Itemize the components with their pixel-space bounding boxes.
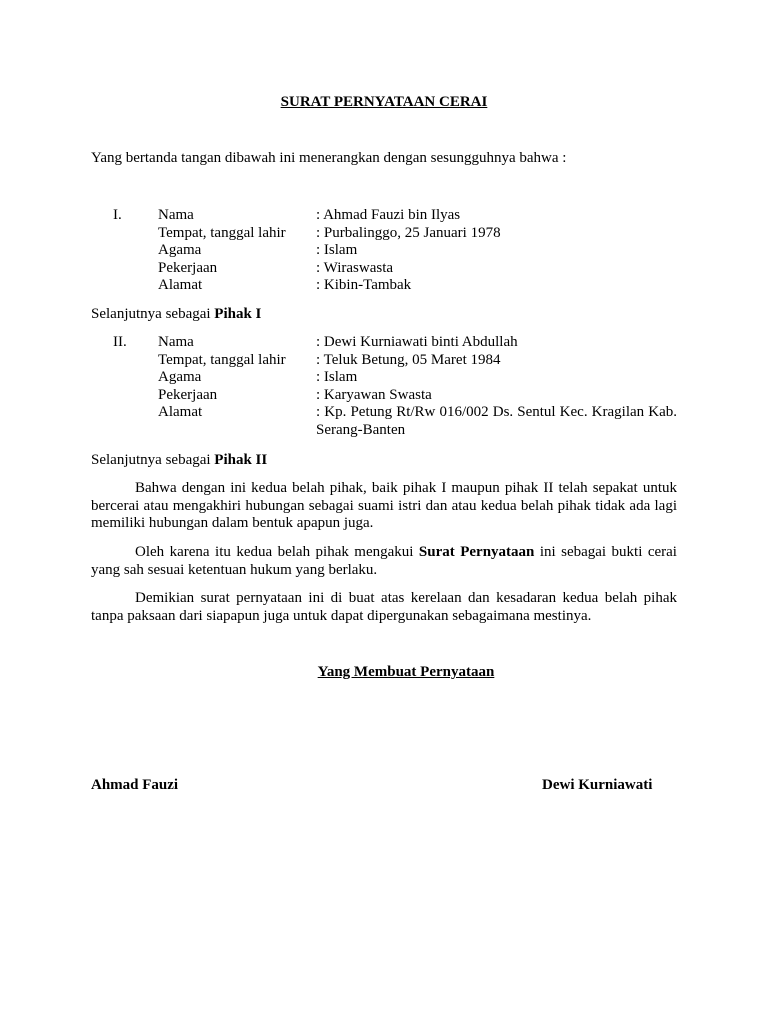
signature-name-left: Ahmad Fauzi bbox=[91, 777, 179, 793]
party-two-section bbox=[91, 334, 677, 440]
closing-paragraph: Demikian surat pernyataan ini di buat atas kerelaan dan kesadaran kedua belah pihak tanpa paksaan dari siapapun juga untuk dapat dipergunakan sebagaimana mestinya. bbox=[91, 590, 677, 624]
field-value: : Ahmad Fauzi bin Ilyas bbox=[316, 207, 461, 223]
field-value: : Teluk Betung, 05 Maret 1984 bbox=[316, 351, 501, 368]
field-value: : Kibin-Tambak bbox=[316, 277, 412, 294]
field-value: : Islam bbox=[316, 242, 358, 259]
field-label: Nama bbox=[158, 207, 194, 223]
party-one-number: I. bbox=[113, 207, 122, 223]
signature-name-right: Dewi Kurniawati bbox=[542, 777, 653, 793]
designation-prefix: Selanjutnya sebagai bbox=[91, 452, 215, 468]
document-title: SURAT PERNYATAAN CERAI bbox=[280, 94, 488, 110]
designation-label: Pihak I bbox=[214, 306, 262, 322]
designation-prefix: Selanjutnya sebagai bbox=[91, 306, 215, 322]
field-label: Agama bbox=[158, 369, 202, 386]
field-label: Nama bbox=[158, 334, 194, 350]
para-text: ini sebagai bukti cerai yang sah sesuai ketentuan hukum yang berlaku. bbox=[91, 544, 677, 578]
party-two-number: II. bbox=[113, 334, 127, 350]
party-two-address-row bbox=[91, 404, 677, 439]
party-one-section bbox=[91, 207, 677, 295]
field-value bbox=[316, 404, 677, 439]
party-one-religion-row bbox=[91, 242, 677, 260]
para-bold-text: Surat Pernyataan bbox=[418, 544, 535, 560]
party-one-occupation-row bbox=[91, 260, 677, 278]
field-value: : Karyawan Swasta bbox=[316, 386, 432, 403]
signatories-heading: Yang Membuat Pernyataan bbox=[317, 664, 495, 680]
field-label: Alamat bbox=[158, 404, 203, 421]
party-two-religion-row bbox=[91, 369, 677, 387]
party-two-designation bbox=[91, 452, 267, 470]
field-label: Agama bbox=[158, 242, 202, 259]
party-one-birth-row bbox=[91, 225, 677, 243]
party-two-occupation-row bbox=[91, 387, 677, 405]
para-text: Oleh karena itu kedua belah pihak mengakui bbox=[135, 544, 419, 560]
party-one-designation bbox=[91, 306, 261, 324]
party-one-address-row bbox=[91, 277, 677, 295]
address-line-2: Serang-Banten bbox=[316, 421, 406, 438]
field-value: : Wiraswasta bbox=[316, 259, 394, 276]
field-label: Tempat, tanggal lahir bbox=[158, 351, 286, 368]
field-value: : Purbalinggo, 25 Januari 1978 bbox=[316, 224, 501, 241]
field-label: Pekerjaan bbox=[158, 259, 218, 276]
address-line-1: : Kp. Petung Rt/Rw 016/002 Ds. Sentul Kec. Kragilan Kab. bbox=[316, 404, 677, 421]
party-one-name-row bbox=[91, 207, 677, 225]
field-value: : Dewi Kurniawati binti Abdullah bbox=[316, 334, 518, 350]
intro-statement: Yang bertanda tangan dibawah ini menerangkan dengan sesungguhnya bahwa : bbox=[91, 150, 567, 166]
party-two-birth-row bbox=[91, 352, 677, 370]
agreement-paragraph: Bahwa dengan ini kedua belah pihak, baik pihak I maupun pihak II telah sepakat untuk bercerai atau mengakhiri hubungan sebagai suami istri dan atau kedua belah pihak tidak ada lagi memiliki hubungan dalam bentuk apapun juga. bbox=[91, 480, 677, 532]
acknowledgement-paragraph bbox=[91, 544, 677, 579]
party-two-name-row bbox=[91, 334, 677, 352]
field-label: Pekerjaan bbox=[158, 386, 218, 403]
field-value: : Islam bbox=[316, 369, 358, 386]
field-label: Tempat, tanggal lahir bbox=[158, 224, 286, 241]
field-label: Alamat bbox=[158, 277, 203, 294]
designation-label: Pihak II bbox=[214, 452, 268, 468]
